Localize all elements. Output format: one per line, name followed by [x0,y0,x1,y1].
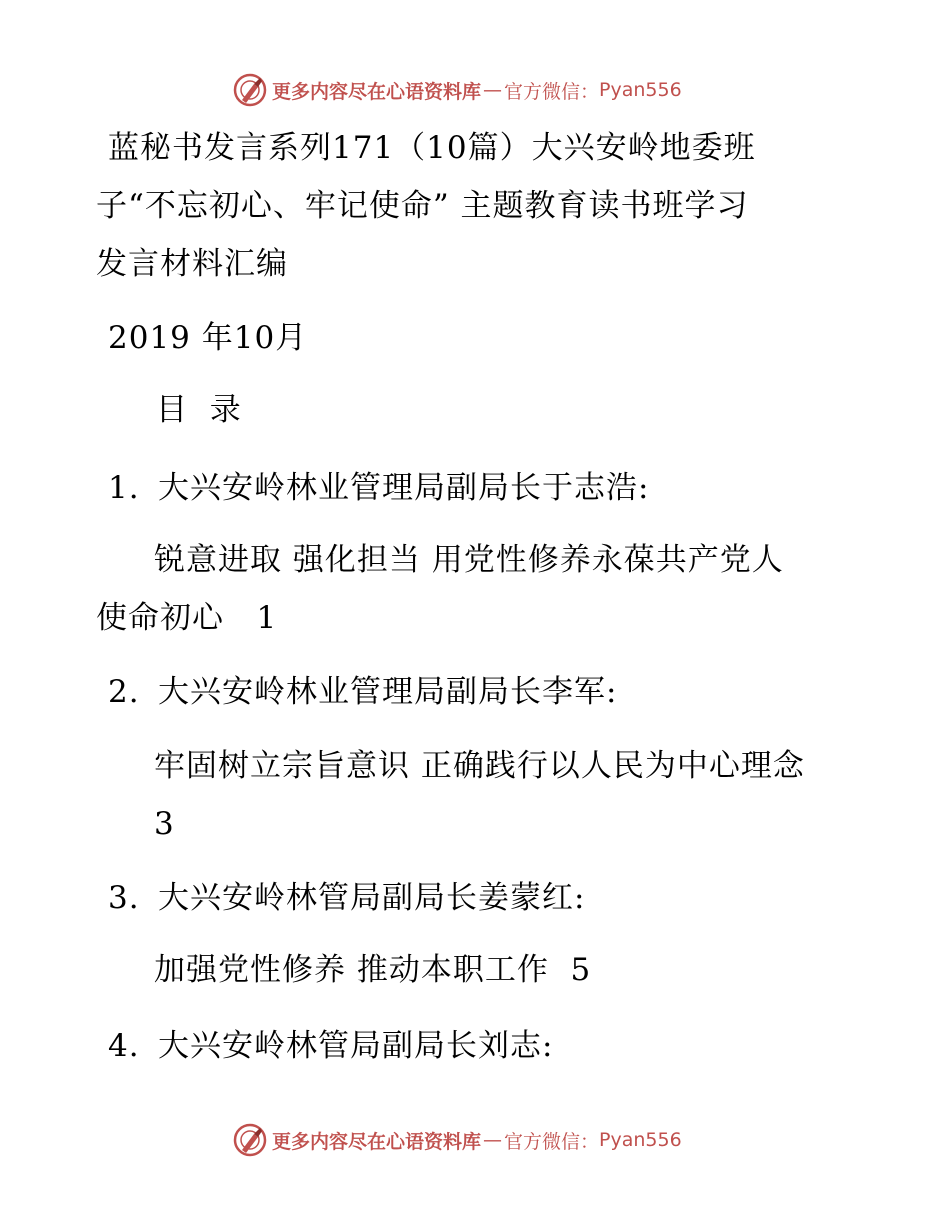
watermark-banner-bottom [232,1120,682,1160]
toc-item-1-topic-line-1: 锐意进取 强化担当 用党性修养永葆共产党人 [154,542,784,578]
toc-item-number: 3. [108,880,140,916]
toc-item-speaker: 大兴安岭林管局副局长姜蒙红: [158,880,586,916]
title-line-1: 蓝秘书发言系列171（10篇）大兴安岭地委班 [108,130,756,166]
toc-item-speaker: 大兴安岭林管局副局长刘志: [158,1028,554,1064]
toc-heading: 目 录 [156,392,242,428]
title-line-3: 发言材料汇编 [96,246,288,282]
watermark-official: 官方微信： [504,1130,600,1153]
watermark-wechat-id: Pyan556 [599,79,682,101]
toc-item-number: 4. [108,1028,140,1064]
toc-item-2-header [108,672,617,712]
watermark-wechat-id: Pyan556 [599,1129,682,1151]
toc-item-3-header [108,878,585,918]
toc-item-number: 1. [108,470,140,506]
toc-item-number: 2. [108,674,140,710]
toc-item-1-topic-line-2: 使命初心 1 [96,600,278,636]
watermark-official: 官方微信： [504,80,600,103]
watermark-dash: — [483,79,503,101]
pen-logo-icon [232,1122,268,1158]
toc-item-1-header [108,468,649,508]
watermark-brand: 更多内容尽在心语资料库 [272,80,482,103]
toc-item-3-topic-line-1: 加强党性修养 推动本职工作 5 [154,952,592,988]
toc-item-speaker: 大兴安岭林业管理局副局长于志浩: [158,470,650,506]
document-date: 2019 年10月 [108,320,308,356]
pen-logo-icon [232,72,268,108]
toc-item-2-topic-line-1: 牢固树立宗旨意识 正确践行以人民为中心理念 [154,748,805,784]
watermark-banner-top [232,70,682,110]
watermark-dash: — [483,1129,503,1151]
toc-item-speaker: 大兴安岭林业管理局副局长李军: [158,674,618,710]
toc-item-2-topic-line-2: 3 [154,806,175,842]
toc-item-4-header [108,1026,553,1066]
watermark-brand: 更多内容尽在心语资料库 [272,1130,482,1153]
title-line-2: 子“不忘初心、牢记使命” 主题教育读书班学习 [96,188,749,224]
